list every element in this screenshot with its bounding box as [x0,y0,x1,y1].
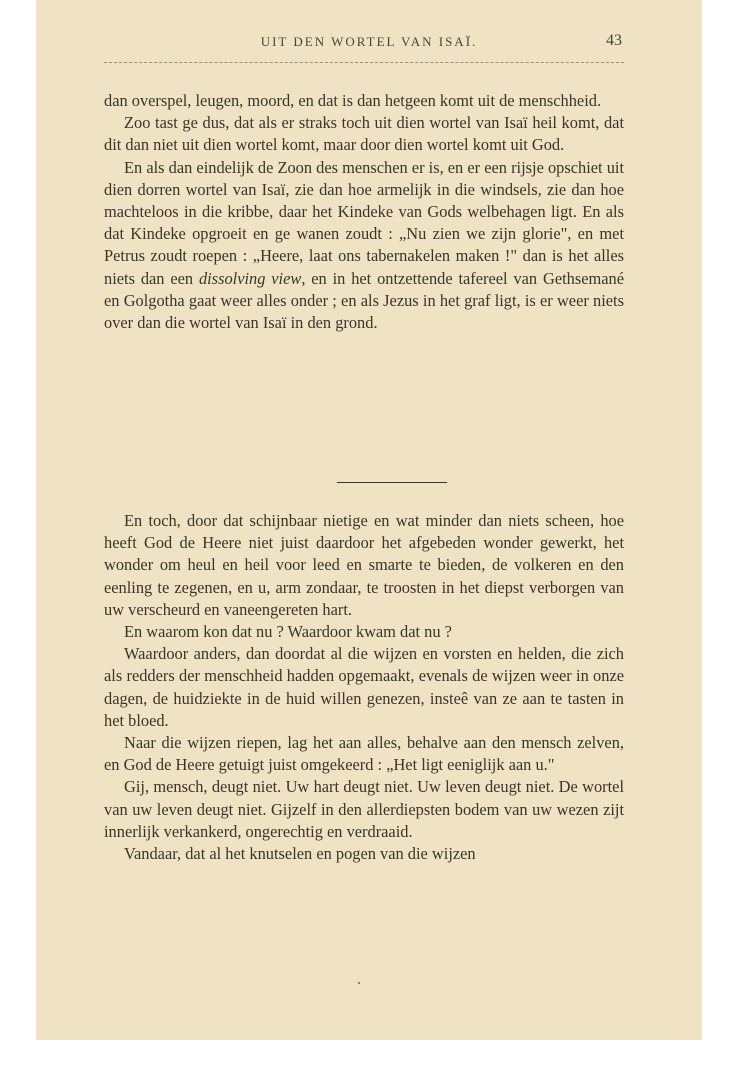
book-page [36,0,702,1040]
paragraph: Zoo tast ge dus, dat als er straks toch uit dien wortel van Isaï heil komt, dat dit dan niet uit dien wortel komt, maar door dien wortel komt uit God. [104,113,624,155]
running-title: UIT DEN WORTEL VAN ISAÏ. [260,34,478,49]
paragraph [104,157,624,335]
paragraph-text: , en in het ontzettende tafereel van Gethsemané en Golgotha gaat weer alles onder ; en als Jezus in het graf ligt, is er weer niets over dan die wortel van Isaï in den grond. [104,268,624,333]
page-number: 43 [606,32,622,49]
paragraph: dan overspel, leugen, moord, en dat is dan hetgeen komt uit de menschheid. [104,91,602,110]
paragraph: En waarom kon dat nu ? Waardoor kwam dat nu ? [124,622,452,642]
italic-phrase: dissolving view [198,268,302,288]
text-block-top [104,90,624,334]
paragraph-text: En als dan eindelijk de Zoon des menschen er is, en er een rijsje opschiet uit dien dorren wortel van Isaï, zie dan hoe armelijk in die windsels, zie dan hoe machteloos in die kribbe, daar het Kindeke van Gods welbehagen ligt. En als dat Kindeke opgroeit en ge wanen zoudt : „Nu zien we zijn glorie", en met Petrus zoudt roepen : „Heere, laat ons tabernakelen maken !" dan is het alles niets dan een [104,157,624,288]
page-header [36,34,702,56]
paragraph: Waardoor anders, dan doordat al die wijzen en vorsten en helden, die zich als redders der menschheid hadden opgemaakt, evenals de wijzen weer in onze dagen, de huidziekte in de huid willen genezen, insteê van ze aan te tasten in het bloed. [104,644,624,730]
text-block-bottom [104,510,624,865]
paragraph: En toch, door dat schijnbaar nietige en wat minder dan niets scheen, hoe heeft God de Heere niet juist daardoor het afgebeden wonder gewerkt, het wonder om heul en heil voor leed en smarte te bieden, de volkeren en den eenling te zegenen, en u, arm zondaar, te troosten in het diepst verborgen van uw verscheurd en vaneengereten hart. [104,511,624,619]
print-speck [358,982,360,984]
paragraph: Gij, mensch, deugt niet. Uw hart deugt niet. Uw leven deugt niet. De wortel van uw leven deugt niet. Gijzelf in den allerdiepsten bodem van uw wezen zijt innerlijk verkankerd, ongerechtig en verdraaid. [104,777,624,841]
paragraph: Vandaar, dat al het knutselen en pogen van die wijzen [124,844,476,864]
section-divider [337,482,447,483]
paragraph: Naar die wijzen riepen, lag het aan alles, behalve aan den mensch zelven, en God de Heere getuigt juist omgekeerd : „Het ligt eeniglijk aan u." [104,733,624,775]
header-rule [104,62,624,63]
